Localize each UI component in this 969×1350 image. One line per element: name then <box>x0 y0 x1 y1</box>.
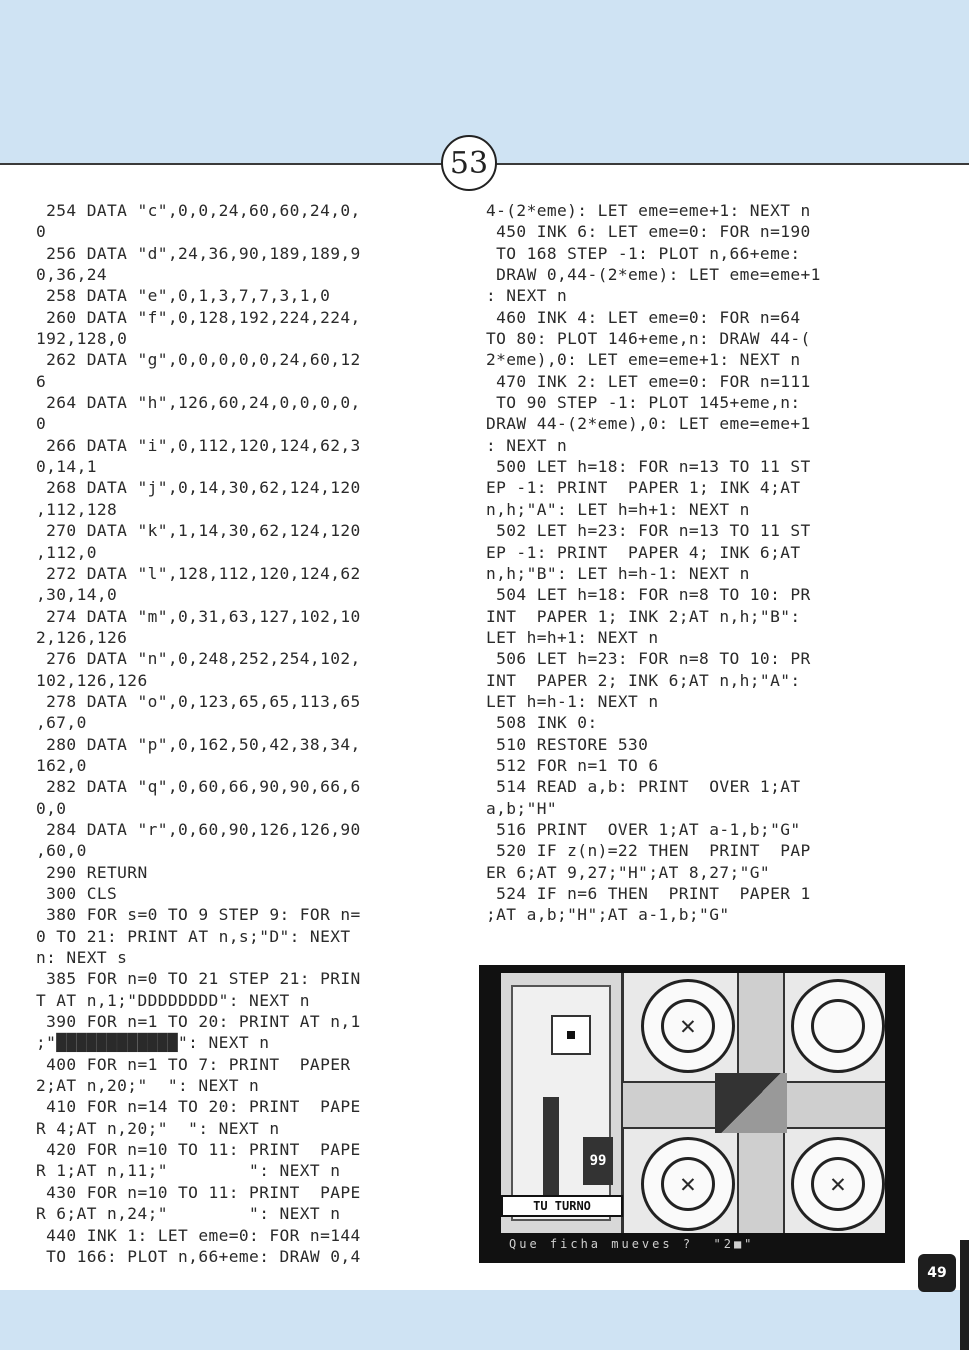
code-line: LET h=h-1: NEXT n <box>486 691 659 711</box>
code-line: 390 FOR n=1 TO 20: PRINT AT n,1 <box>36 1012 361 1032</box>
code-line: 420 FOR n=10 TO 11: PRINT PAPE <box>36 1140 361 1160</box>
code-line: 0 <box>36 222 47 242</box>
code-line: R 6;AT n,24;" ": NEXT n <box>36 1204 341 1224</box>
listing-left-column <box>36 200 456 1267</box>
code-line: 450 INK 6: LET eme=0: FOR n=190 <box>486 222 811 242</box>
code-line: 278 DATA "o",0,123,65,65,113,65 <box>36 691 361 711</box>
code-line: 262 DATA "g",0,0,0,0,0,24,60,12 <box>36 350 361 370</box>
code-line: 2*eme),0: LET eme=eme+1: NEXT n <box>486 350 801 370</box>
panel-frame <box>511 985 611 1221</box>
code-line: 270 DATA "k",1,14,30,62,124,120 <box>36 521 361 541</box>
code-line: ;"████████████": NEXT n <box>36 1033 270 1053</box>
code-line: 504 LET h=18: FOR n=8 TO 10: PR <box>486 585 811 605</box>
cross-icon: ✕ <box>811 1157 865 1211</box>
ring-icon <box>811 999 865 1053</box>
home-bottom-right <box>791 1137 885 1231</box>
code-line: 254 DATA "c",0,0,24,60,60,24,0, <box>36 201 361 220</box>
die-icon <box>551 1015 591 1055</box>
score-counter: 99 <box>583 1137 613 1185</box>
code-line: 272 DATA "l",128,112,120,124,62 <box>36 563 361 583</box>
code-line: 410 FOR n=14 TO 20: PRINT PAPE <box>36 1097 361 1117</box>
code-line: 400 FOR n=1 TO 7: PRINT PAPER <box>36 1054 351 1074</box>
code-line: ,30,14,0 <box>36 585 118 605</box>
code-line: n,h;"A": LET h=h+1: NEXT n <box>486 499 750 519</box>
code-line: LET h=h+1: NEXT n <box>486 627 659 647</box>
code-line: 276 DATA "n",0,248,252,254,102, <box>36 649 361 669</box>
cross-icon: ✕ <box>661 999 715 1053</box>
code-line: ,67,0 <box>36 713 87 733</box>
code-line: T AT n,1;"DDDDDDDD": NEXT n <box>36 990 310 1010</box>
turn-label: TU TURNO <box>501 1195 623 1217</box>
code-line: 274 DATA "m",0,31,63,127,102,10 <box>36 606 361 626</box>
listing-right-column <box>486 200 906 926</box>
code-line: 2,126,126 <box>36 627 128 647</box>
code-line: 0 TO 21: PRINT AT n,s;"D": NEXT <box>36 926 351 946</box>
ludo-board <box>501 973 885 1233</box>
code-line: ,112,0 <box>36 542 97 562</box>
home-top-left <box>641 979 735 1073</box>
code-line: 0,14,1 <box>36 457 97 477</box>
code-line: 508 INK 0: <box>486 713 598 733</box>
code-line: 4-(2*eme): LET eme=eme+1: NEXT n <box>486 201 811 220</box>
code-line: 300 CLS <box>36 884 118 903</box>
screen-prompt: Que ficha mueves ? "2■" <box>509 1237 755 1251</box>
chapter-badge <box>441 135 497 191</box>
home-bottom-left <box>641 1137 735 1231</box>
code-line: 460 INK 4: LET eme=0: FOR n=64 <box>486 307 801 327</box>
code-line: 280 DATA "p",0,162,50,42,38,34, <box>36 734 361 754</box>
code-line: 430 FOR n=10 TO 11: PRINT PAPE <box>36 1182 361 1202</box>
game-screenshot <box>479 965 905 1263</box>
home-top-right <box>791 979 885 1073</box>
code-line: 0,0 <box>36 798 67 818</box>
code-line: 502 LET h=23: FOR n=13 TO 11 ST <box>486 521 811 541</box>
die-pip <box>567 1031 575 1039</box>
code-line: TO 80: PLOT 146+eme,n: DRAW 44-( <box>486 329 811 349</box>
code-line: INT PAPER 1; INK 2;AT n,h;"B": <box>486 606 801 626</box>
code-line: R 4;AT n,20;" ": NEXT n <box>36 1118 280 1138</box>
code-line: ,112,128 <box>36 499 118 519</box>
code-line: 510 RESTORE 530 <box>486 734 649 754</box>
code-line: 500 LET h=18: FOR n=13 TO 11 ST <box>486 457 811 477</box>
code-line: 506 LET h=23: FOR n=8 TO 10: PR <box>486 649 811 669</box>
code-line: 290 RETURN <box>36 862 148 882</box>
code-line: n,h;"B": LET h=h-1: NEXT n <box>486 563 750 583</box>
code-line: 6 <box>36 371 47 391</box>
code-line: 2;AT n,20;" ": NEXT n <box>36 1076 260 1096</box>
code-line: 264 DATA "h",126,60,24,0,0,0,0, <box>36 393 361 413</box>
code-line: 192,128,0 <box>36 329 128 349</box>
code-line: TO 166: PLOT n,66+eme: DRAW 0,4 <box>36 1246 361 1266</box>
code-line: 470 INK 2: LET eme=0: FOR n=111 <box>486 371 811 391</box>
code-line: 284 DATA "r",0,60,90,126,126,90 <box>36 819 361 839</box>
code-line: : NEXT n <box>486 435 568 455</box>
code-line: EP -1: PRINT PAPER 1; INK 4;AT <box>486 478 801 498</box>
page-number: 49 <box>918 1254 956 1292</box>
code-line: INT PAPER 2; INK 6;AT n,h;"A": <box>486 670 801 690</box>
code-line: ER 6;AT 9,27;"H";AT 8,27;"G" <box>486 862 771 882</box>
code-line: 268 DATA "j",0,14,30,62,124,120 <box>36 478 361 498</box>
code-line: 440 INK 1: LET eme=0: FOR n=144 <box>36 1225 361 1245</box>
footer-band <box>0 1290 969 1350</box>
code-line: ;AT a,b;"H";AT a-1,b;"G" <box>486 905 730 925</box>
side-panel <box>501 973 624 1233</box>
code-line: 516 PRINT OVER 1;AT a-1,b;"G" <box>486 819 801 839</box>
code-line: 520 IF z(n)=22 THEN PRINT PAP <box>486 841 811 861</box>
code-line: DRAW 44-(2*eme),0: LET eme=eme+1 <box>486 414 811 434</box>
code-line: TO 168 STEP -1: PLOT n,66+eme: <box>486 243 801 263</box>
code-line: ,60,0 <box>36 841 87 861</box>
chapter-number: 53 <box>449 145 489 181</box>
code-line: a,b;"H" <box>486 798 558 818</box>
code-line: 512 FOR n=1 TO 6 <box>486 755 659 775</box>
code-line: R 1;AT n,11;" ": NEXT n <box>36 1161 341 1181</box>
cross-icon: ✕ <box>661 1157 715 1211</box>
code-line: 524 IF n=6 THEN PRINT PAPER 1 <box>486 884 811 903</box>
code-line: 282 DATA "q",0,60,66,90,90,66,6 <box>36 777 361 797</box>
code-line: 0,36,24 <box>36 265 108 285</box>
player-label-strip <box>543 1097 559 1207</box>
code-line: 380 FOR s=0 TO 9 STEP 9: FOR n= <box>36 905 361 925</box>
code-line: n: NEXT s <box>36 948 128 968</box>
code-line: : NEXT n <box>486 286 568 306</box>
code-line: TO 90 STEP -1: PLOT 145+eme,n: <box>486 393 801 413</box>
center-goal <box>715 1073 787 1133</box>
code-line: 256 DATA "d",24,36,90,189,189,9 <box>36 243 361 263</box>
code-line: 260 DATA "f",0,128,192,224,224, <box>36 307 361 327</box>
spine-mark <box>960 1240 969 1350</box>
code-line: EP -1: PRINT PAPER 4; INK 6;AT <box>486 542 801 562</box>
code-line: 162,0 <box>36 755 87 775</box>
code-line: 258 DATA "e",0,1,3,7,7,3,1,0 <box>36 286 331 306</box>
code-line: 102,126,126 <box>36 670 148 690</box>
code-line: 266 DATA "i",0,112,120,124,62,3 <box>36 435 361 455</box>
code-line: 385 FOR n=0 TO 21 STEP 21: PRIN <box>36 969 361 989</box>
code-line: DRAW 0,44-(2*eme): LET eme=eme+1 <box>486 265 821 285</box>
code-line: 514 READ a,b: PRINT OVER 1;AT <box>486 777 801 797</box>
code-line: 0 <box>36 414 47 434</box>
